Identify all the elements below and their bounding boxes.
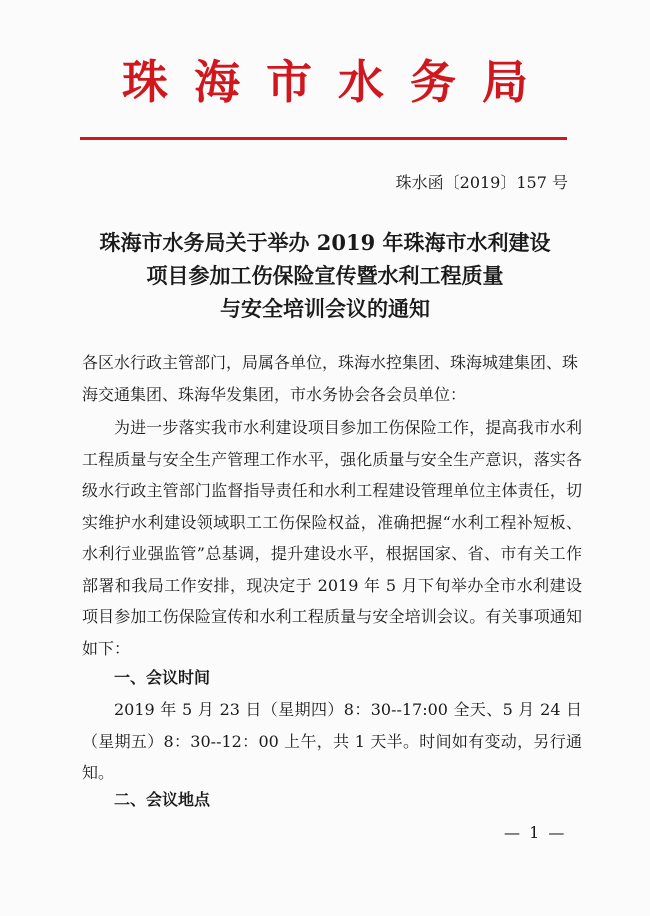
intro-paragraph-block bbox=[82, 412, 582, 664]
title-line-3: 与安全培训会议的通知 bbox=[220, 296, 430, 321]
letterhead-org-name: 珠海市水务局 bbox=[122, 55, 554, 109]
letterhead-red-rule bbox=[80, 137, 567, 140]
page-number: — 1 — bbox=[504, 823, 567, 842]
section-1-text: 2019 年 5 月 23 日（星期四）8：30--17:00 全天、5 月 24 日（星期五）8：30--12：00 上午，共 1 天半。时间如有变动，另行通知。 bbox=[82, 700, 582, 782]
intro-paragraph: 为进一步落实我市水利建设项目参加工伤保险工作，提高我市水利工程质量与安全生产管理工作水平，强化质量与安全生产意识，落实各级水行政主管部门监督指导责任和水利工程建设管理单位主体责任，切实维护水利建设领域职工工伤保险权益，准确把握“水利工程补短板、水利行业强监管”总基调，提升建设水平，根据国家、省、市有关工作部署和我局工作安排，现决定于 2019 年 5 月下旬举办全市水利建设项目参加工伤保险宣传和水利工程质量与安全培训会议。有关事项通知如下： bbox=[82, 418, 582, 658]
document-number: 珠水函〔2019〕157 号 bbox=[395, 173, 568, 192]
title-line-2: 项目参加工伤保险宣传暨水利工程质量 bbox=[146, 263, 504, 288]
document-title bbox=[40, 226, 610, 325]
title-line-1: 珠海市水务局关于举办 2019 年珠海市水利建设 bbox=[99, 230, 551, 255]
addressee: 各区水行政主管部门，局属各单位，珠海水控集团、珠海城建集团、珠海交通集团、珠海华发集团，市水务协会各会员单位： bbox=[82, 353, 579, 404]
section-1-block bbox=[82, 694, 582, 789]
section-2-heading: 二、会议地点 bbox=[114, 790, 211, 809]
section-1-heading: 一、会议时间 bbox=[114, 668, 211, 687]
